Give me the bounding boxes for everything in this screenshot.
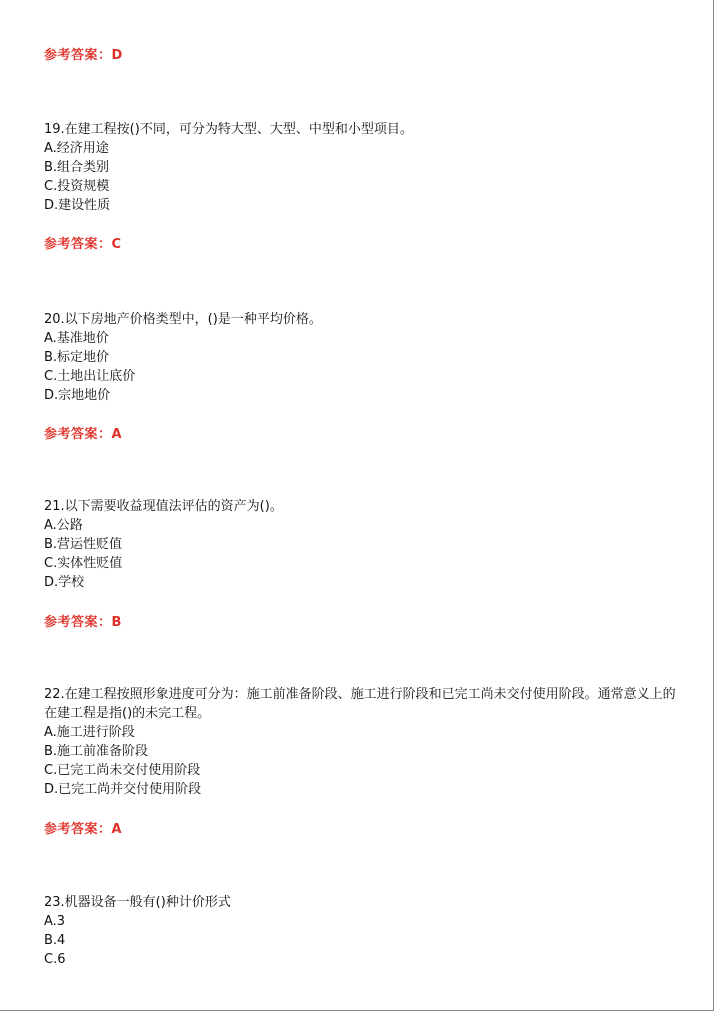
option-a: A.公路 bbox=[44, 518, 83, 533]
option-b: B.标定地价 bbox=[44, 350, 110, 365]
option-list bbox=[44, 912, 684, 969]
answer-q20: 参考答案：A bbox=[44, 427, 123, 442]
question-stem: 21.以下需要收益现值法评估的资产为()。 bbox=[44, 499, 283, 514]
option-d: D.已完工尚并交付使用阶段 bbox=[44, 782, 202, 797]
question-stem: 20.以下房地产价格类型中，()是一种平均价格。 bbox=[44, 312, 322, 327]
option-c: C.土地出让底价 bbox=[44, 369, 136, 384]
option-a: A.3 bbox=[44, 914, 66, 929]
option-list bbox=[44, 723, 684, 799]
option-list bbox=[44, 329, 684, 405]
option-list bbox=[44, 139, 684, 215]
option-b: B.组合类别 bbox=[44, 160, 110, 175]
option-c: C.6 bbox=[44, 952, 66, 967]
question-19 bbox=[44, 120, 684, 215]
question-20 bbox=[44, 310, 684, 405]
option-c: C.实体性贬值 bbox=[44, 556, 123, 571]
question-22 bbox=[44, 685, 684, 799]
question-stem: 19.在建工程按()不同，可分为特大型、大型、中型和小型项目。 bbox=[44, 122, 413, 137]
answer-q21: 参考答案：B bbox=[44, 615, 122, 630]
answer-q18: 参考答案：D bbox=[44, 48, 123, 63]
question-23 bbox=[44, 893, 684, 969]
option-list bbox=[44, 516, 684, 592]
option-a: A.经济用途 bbox=[44, 141, 109, 156]
option-a: A.施工进行阶段 bbox=[44, 725, 135, 740]
question-stem: 23.机器设备一般有()种计价形式 bbox=[44, 895, 231, 910]
question-21 bbox=[44, 497, 684, 592]
option-b: B.营运性贬值 bbox=[44, 537, 123, 552]
option-a: A.基准地价 bbox=[44, 331, 109, 346]
option-d: D.建设性质 bbox=[44, 198, 111, 213]
option-c: C.已完工尚未交付使用阶段 bbox=[44, 763, 201, 778]
option-c: C.投资规模 bbox=[44, 179, 110, 194]
option-b: B.4 bbox=[44, 933, 66, 948]
answer-q22: 参考答案：A bbox=[44, 822, 123, 837]
option-b: B.施工前准备阶段 bbox=[44, 744, 149, 759]
answer-q19: 参考答案：C bbox=[44, 237, 122, 252]
option-d: D.学校 bbox=[44, 575, 85, 590]
question-stem: 22.在建工程按照形象进度可分为：施工前准备阶段、施工进行阶段和已完工尚未交付使用阶段。通常意义上的在建工程是指()的未完工程。 bbox=[44, 687, 676, 721]
option-d: D.宗地地价 bbox=[44, 388, 111, 403]
